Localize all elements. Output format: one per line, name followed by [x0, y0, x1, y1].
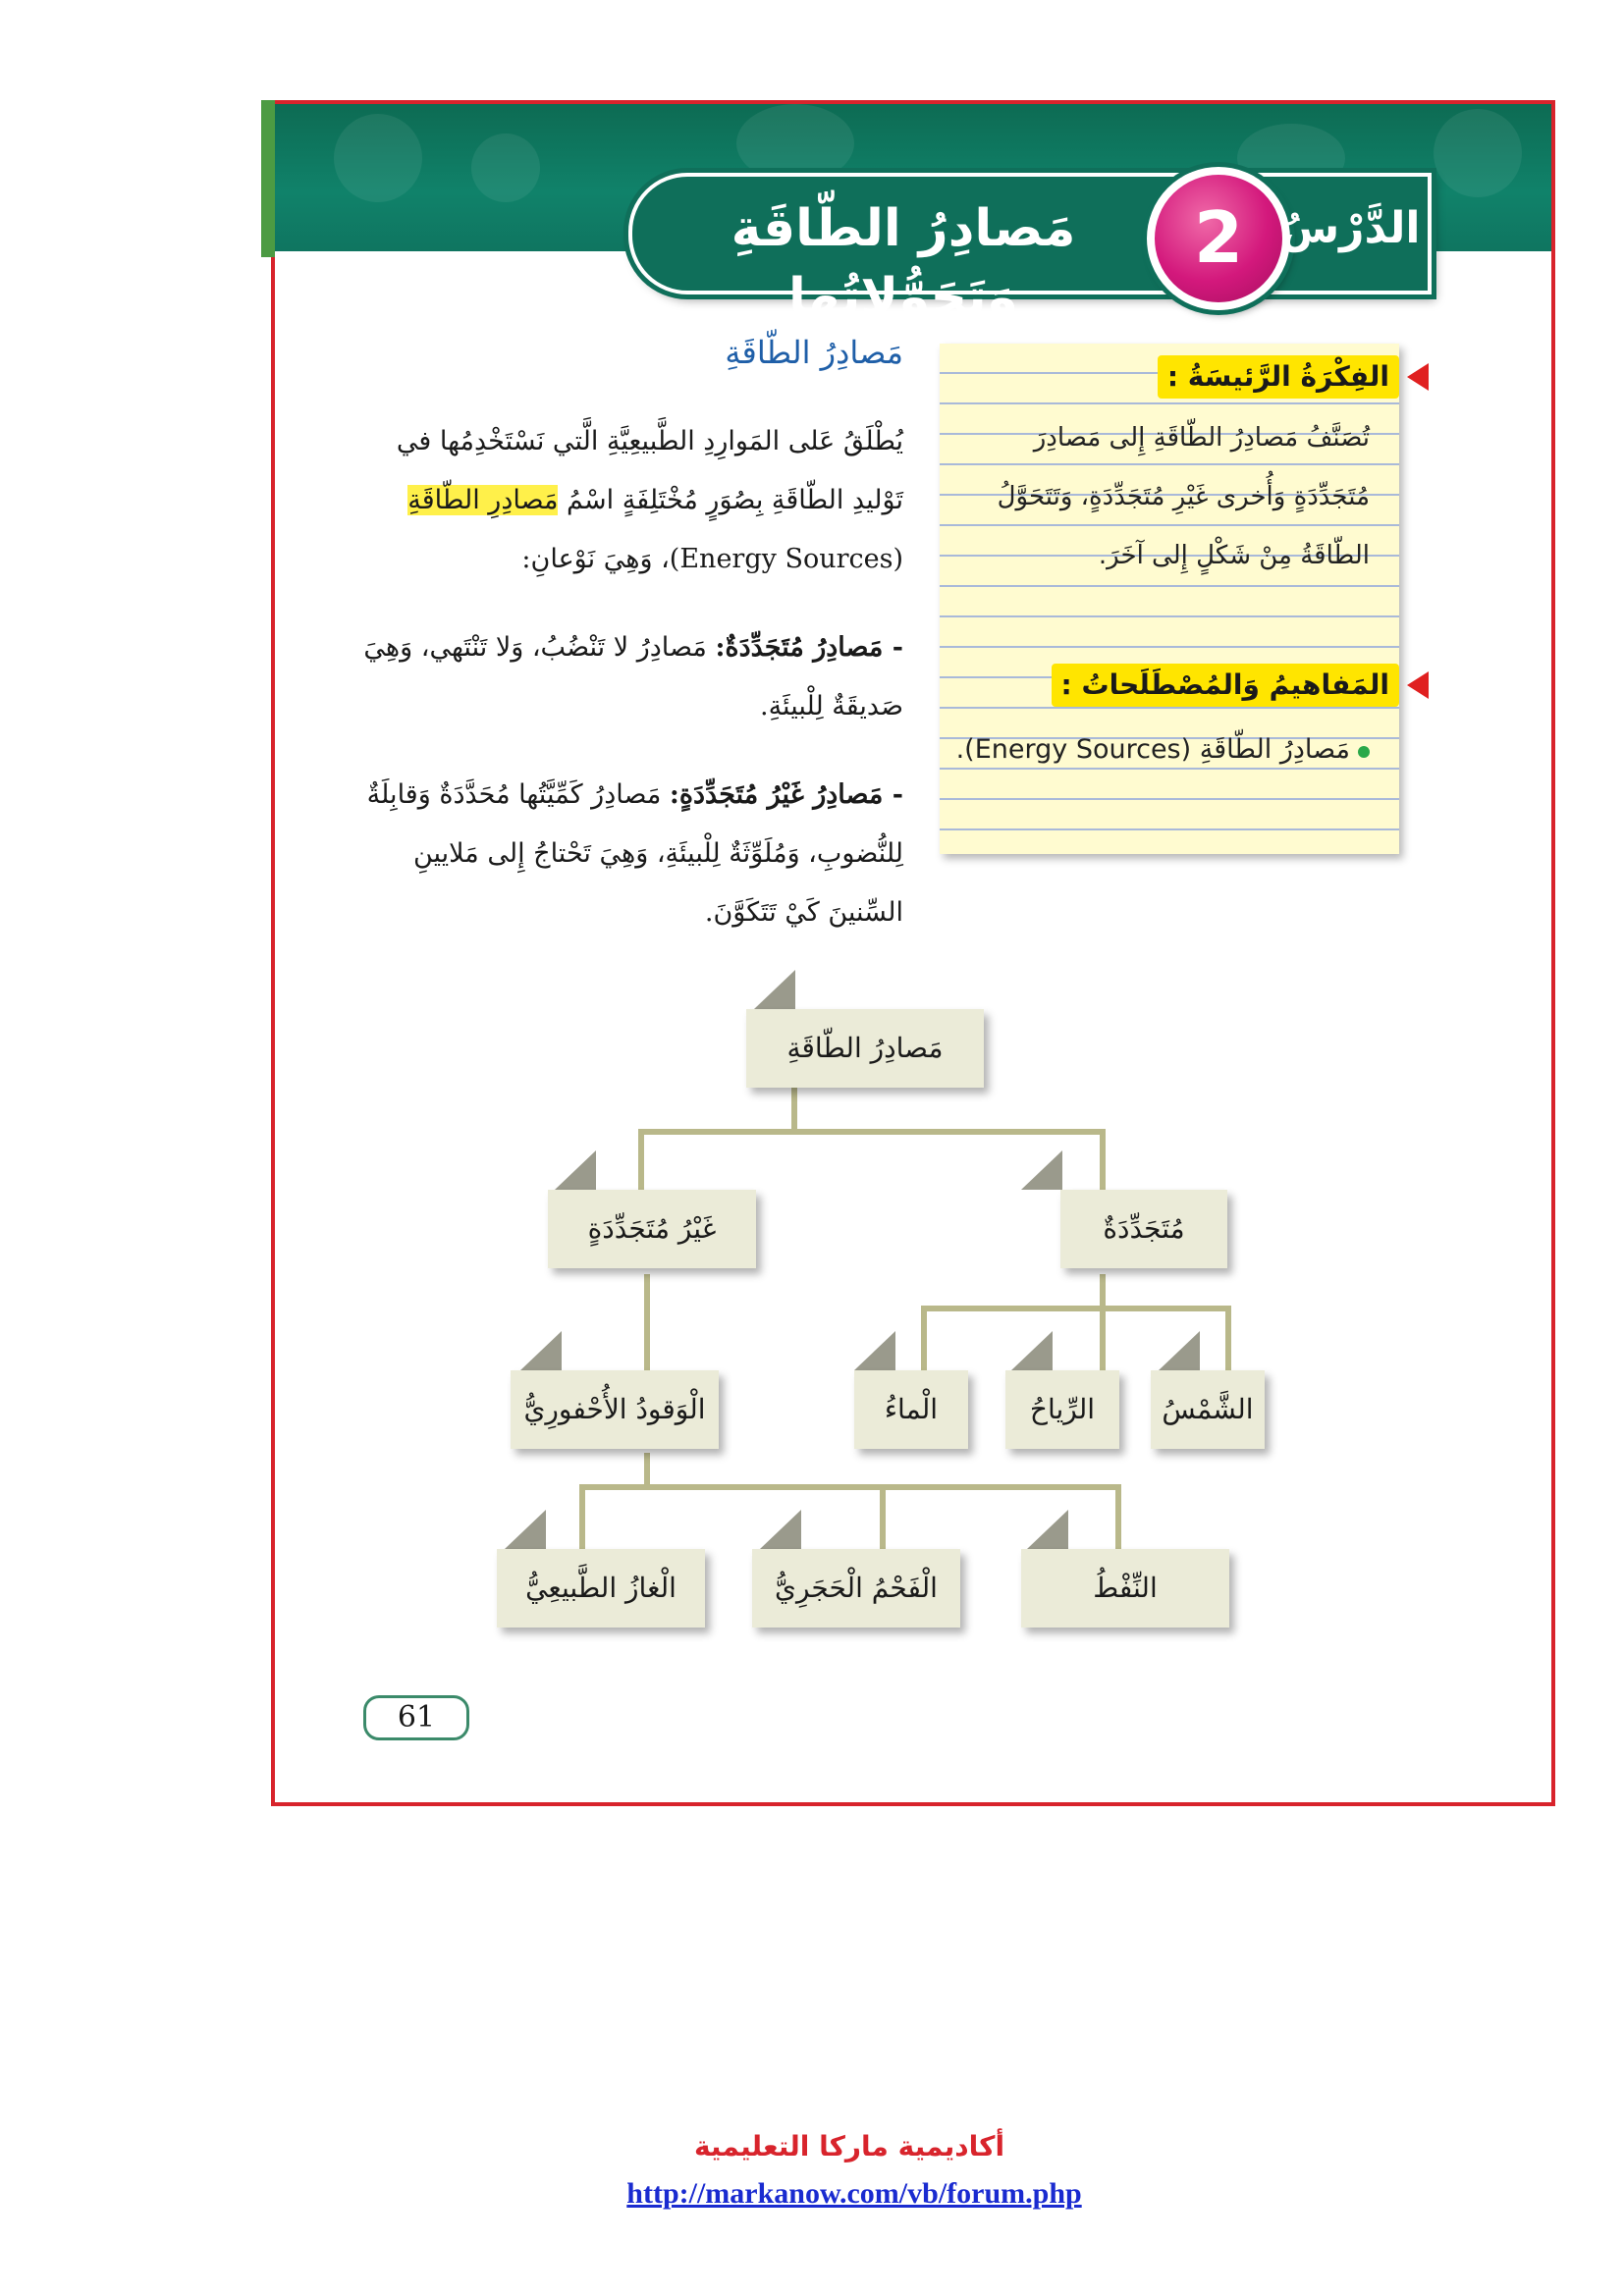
red-arrow-icon [1407, 671, 1429, 699]
footer-academy-name: أكاديمية ماركا التعليمية [693, 2130, 1005, 2163]
page-number: 61 [363, 1695, 469, 1740]
nonrenewable-paragraph: - مَصادِرُ غَيْرُ مُتَجَدِّدَةٍ: مَصادِرُ كَمِّيَّتُها مُحَدَّدَةٌ وَقابِلَةٌ لِلنُّضوبِ، وَمُلَوِّثَةٌ لِلْبيئَةِ، وَهِيَ تَحْتاجُ إِلى مَلايينِ السِّنينَ كَيْ تَتَكَوَّنَ. [366, 779, 903, 928]
diagram-node-wind: الرِّياحُ [1005, 1370, 1119, 1449]
diagram-node-root: مَصادِرُ الطّاقَةِ [746, 1009, 984, 1088]
diagram-node-coal: الْفَحْمُ الْحَجَرِيُّ [752, 1549, 960, 1628]
concepts-heading: المَفاهيمُ وَالمُصْطَلَحاتُ : [1052, 664, 1399, 707]
diagram-node-renewable: مُتَجَدِّدَةٌ [1060, 1190, 1227, 1268]
diagram-node-fossil-fuel: الْوَقودُ الأُحْفورِيُّ [511, 1370, 719, 1449]
diagram-node-oil: النِّفْطُ [1021, 1549, 1229, 1628]
main-idea-text: تُصَنَّفُ مَصادِرُ الطّاقَةِ إِلى مَصادِرَ مُتَجَدِّدَةٍ وَأُخرى غَيْرِ مُتَجَدِّدَةٍ، وَتَتَحَوَّلُ الطّاقَةُ مِنْ شَكْلٍ إِلى آخَرَ. [997, 423, 1370, 570]
diagram-node-sun: الشَّمْسُ [1151, 1370, 1265, 1449]
main-idea-notepad [940, 344, 1399, 854]
main-idea-heading: الفِكْرَةُ الرَّئيسَةُ : [1158, 355, 1399, 399]
diagram-node-natural-gas: الْغازُ الطَّبيعِيُّ [497, 1549, 705, 1628]
bullet-icon [1358, 746, 1370, 758]
intro-paragraph: يُطْلَقُ عَلى المَوارِدِ الطَّبيعِيَّةِ الَّتي نَسْتَخْدِمُها في تَوْليدِ الطّاقَةِ بِصُوَرٍ مُخْتَلِفَةٍ اسْمُ مَصادِرِ الطّاقَةِ (Energy Sources)، وَهِيَ نَوْعانِ: [396, 426, 903, 574]
side-green-strip [261, 100, 275, 257]
concept-term: مَصادِرُ الطّاقَةِ (Energy Sources). [956, 734, 1370, 765]
footer-forum-link[interactable]: http://markanow.com/vb/forum.php [626, 2177, 1082, 2210]
red-arrow-icon [1407, 363, 1429, 391]
highlighted-term: مَصادِرِ الطّاقَةِ [407, 485, 559, 515]
section-title: مَصادِرُ الطّاقَةِ [725, 334, 903, 371]
lesson-number-badge: 2 [1147, 167, 1290, 310]
renewable-paragraph: - مَصادِرُ مُتَجَدِّدَةٌ: مَصادِرُ لا تَنْضُبُ، وَلا تَنْتَهي، وَهِيَ صَديقَةٌ لِلْبيئَةِ. [363, 632, 903, 721]
lesson-title: مَصادِرُ الطّاقَةِ وَتَحَوُّلاتُها [731, 199, 1076, 327]
diagram-node-nonrenewable: غَيْرُ مُتَجَدِّدَةٍ [548, 1190, 756, 1268]
lesson-label: الدَّرْسُ [1279, 203, 1421, 253]
diagram-node-water: الْماءُ [854, 1370, 968, 1449]
